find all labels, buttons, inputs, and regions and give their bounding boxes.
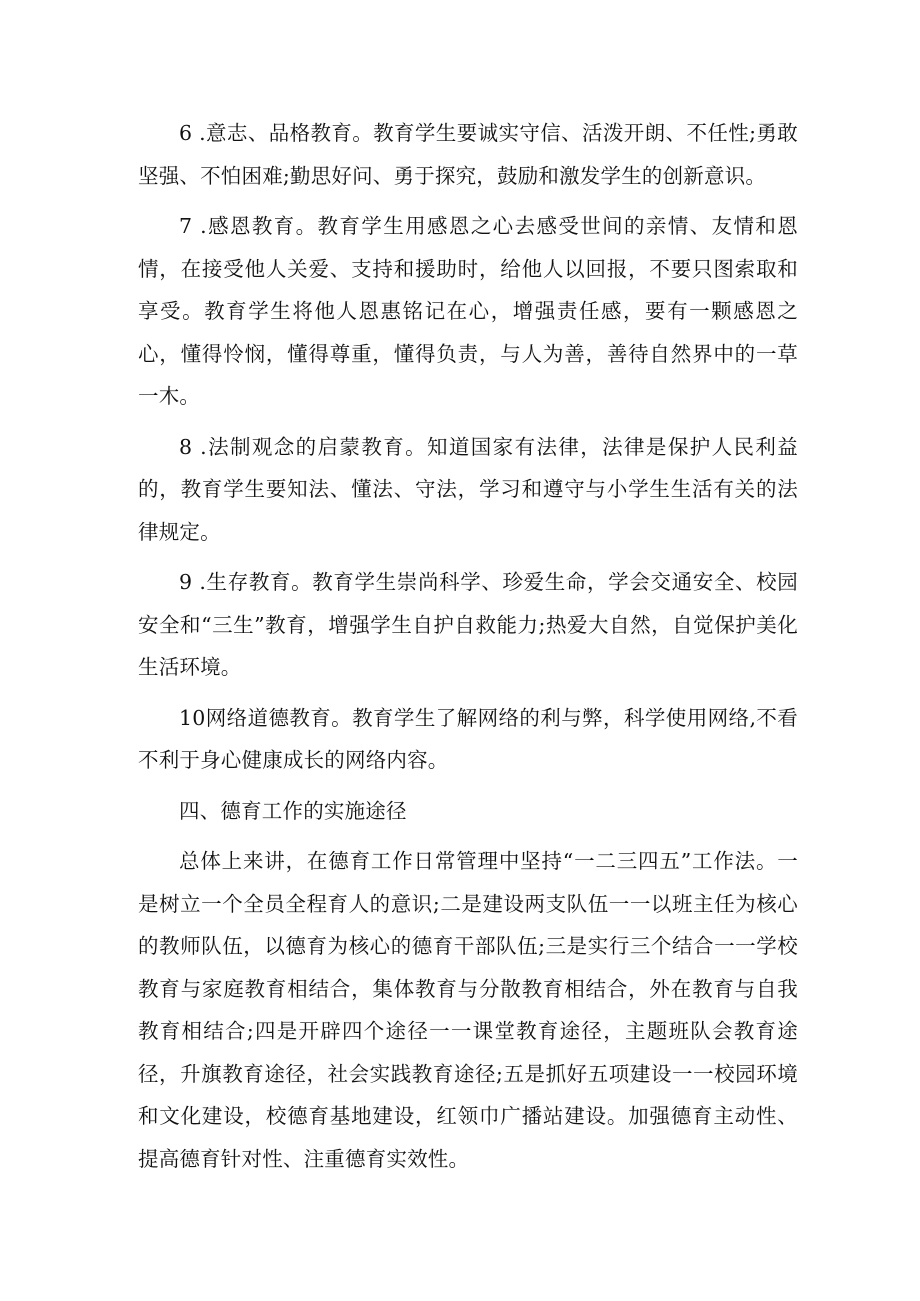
paragraph-network-ethics-education: 10网络道德教育。教育学生了解网络的利与弊，科学使用网络,不看不利于身心健康成长的网络内容。 bbox=[138, 705, 798, 772]
section-heading-implementation: 四、德育工作的实施途径 bbox=[179, 798, 407, 823]
paragraph-will-character-education: 6 .意志、品格教育。教育学生要诚实守信、活泼开朗、不任性;勇敢坚强、不怕困难;勤思好问、勇于探究，鼓励和激发学生的创新意识。 bbox=[138, 121, 798, 188]
paragraph-legal-education: 8 .法制观念的启蒙教育。知道国家有法律，法律是保护人民利益的，教育学生要知法、懂法、守法，学习和遵守与小学生生活有关的法律规定。 bbox=[138, 434, 798, 544]
paragraph-implementation-summary: 总体上来讲，在德育工作日常管理中坚持“一二三四五”工作法。一是树立一个全员全程育人的意识;二是建设两支队伍一一以班主任为核心的教师队伍，以德育为核心的德育干部队伍;三是实行三个结合一一学校教育与家庭教育相结合，集体教育与分散教育相结合，外在教育与自我教育相结合;四是开辟四个途径一一课堂教育途径，主题班队会教育途径，升旗教育途径，社会实践教育途径;五是抓好五项建设一一校园环境和文化建设，校德育基地建设，红领巾广播站建设。加强德育主动性、提高德育针对性、注重德育实效性。 bbox=[138, 849, 798, 1171]
document-body bbox=[138, 112, 798, 1188]
paragraph-survival-education: 9 .生存教育。教育学生崇尚科学、珍爱生命，学会交通安全、校园安全和“三生”教育，增强学生自护自救能力;热爱大自然，自觉保护美化生活环境。 bbox=[138, 570, 798, 679]
paragraph-gratitude-education: 7 .感恩教育。教育学生用感恩之心去感受世间的亲情、友情和恩情，在接受他人关爱、支持和援助时，给他人以回报，不要只图索取和享受。教育学生将他人恩惠铭记在心，增强责任感，要有一颗感恩之心，懂得怜悯，懂得尊重，懂得负责，与人为善，善待自然界中的一草一木。 bbox=[138, 214, 798, 408]
